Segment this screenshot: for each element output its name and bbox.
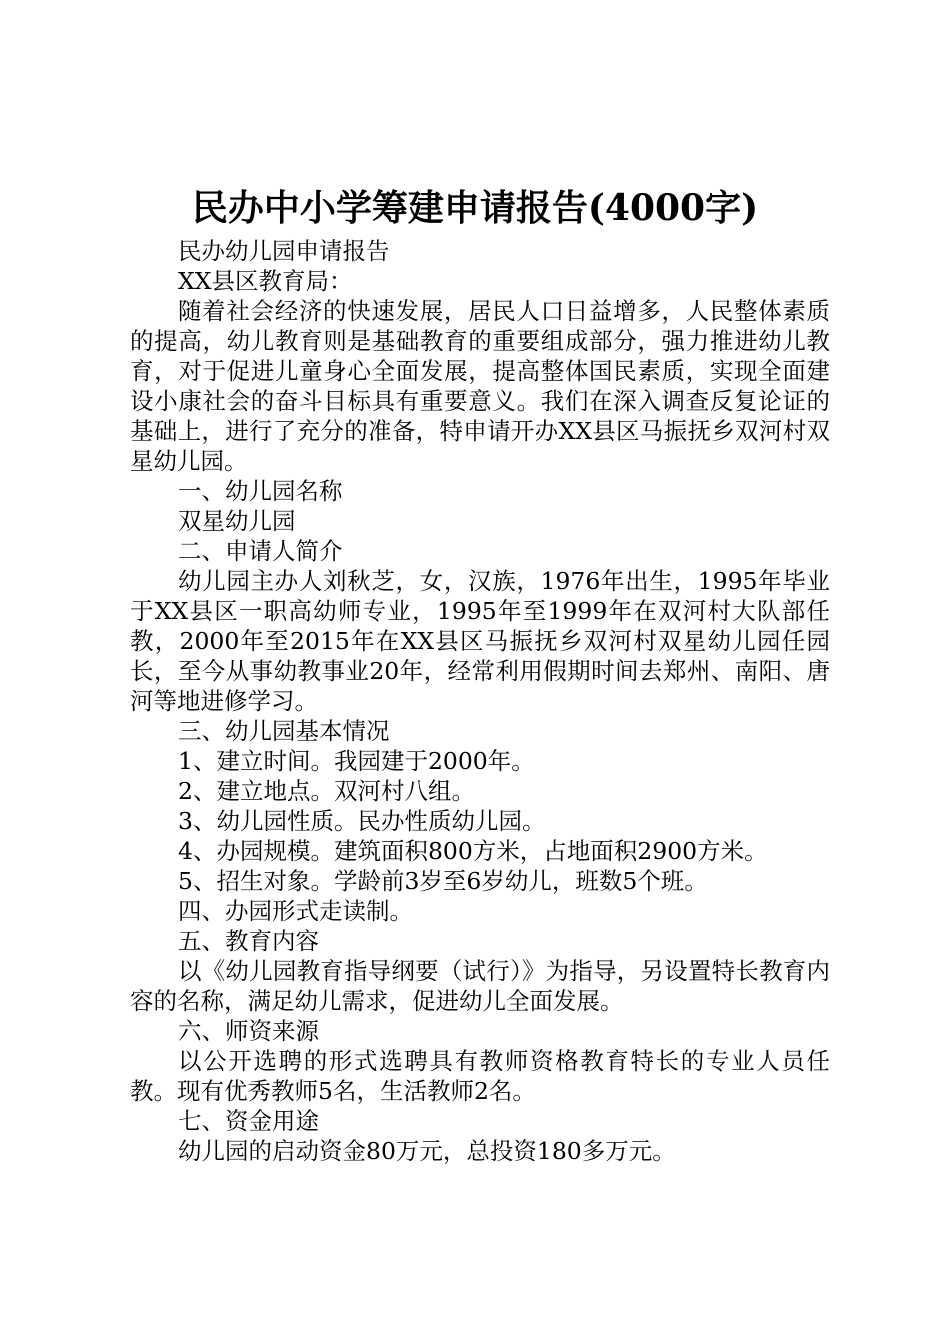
section-heading-teachers: 六、师资来源 [178,1017,319,1045]
list-item: 1、建立时间。我园建于2000年。 [178,747,535,775]
paragraph-content: 以《幼儿园教育指导纲要（试行）》为指导，另设置特长教育内容的名称，满足幼儿需求，促进幼儿全面发展。 [130,957,830,1015]
list-item: 4、办园规模。建筑面积800方米，占地面积2900方米。 [178,837,768,865]
paragraph-teachers: 以公开选聘的形式选聘具有教师资格教育特长的专业人员任教。现有优秀教师5名，生活教师2名。 [130,1047,830,1105]
paragraph-intro: 随着社会经济的快速发展，居民人口日益增多，人民整体素质的提高，幼儿教育则是基础教育的重要组成部分，强力推进幼儿教育，对于促进儿童身心全面发展，提高整体国民素质，实现全面建设小康社会的奋斗目标具有重要意义。我们在深入调查反复论证的基础上，进行了充分的准备，特申请开办XX县区马振抚乡双河村双星幼儿园。 [130,297,830,475]
document-title: 民办中小学筹建申请报告(4000字) [191,187,759,229]
section-heading-applicant: 二、申请人简介 [178,537,343,565]
section-heading-basic-info: 三、幼儿园基本情况 [178,717,390,745]
paragraph-funds: 幼儿园的启动资金80万元，总投资180多万元。 [178,1137,676,1165]
section-heading-form: 四、办园形式走读制。 [178,897,413,925]
paragraph-applicant: 幼儿园主办人刘秋芝，女，汉族，1976年出生，1995年毕业于XX县区一职高幼师专业，1995年至1999年在双河村大队部任教，2000年至2015年在XX县区马振抚乡双河村双星幼儿园任园长，至今从事幼教事业20年，经常利用假期时间去郑州、南阳、唐河等地进修学习。 [130,567,830,715]
section-heading-funds: 七、资金用途 [178,1107,319,1135]
list-item: 5、招生对象。学龄前3岁至6岁幼儿，班数5个班。 [178,867,708,895]
paragraph-addressee: XX县区教育局： [178,267,353,295]
list-item: 3、幼儿园性质。民办性质幼儿园。 [178,807,546,835]
list-item: 2、建立地点。双河村八组。 [178,777,475,805]
paragraph-name: 双星幼儿园 [178,507,296,535]
section-heading-name: 一、幼儿园名称 [178,477,343,505]
section-heading-content: 五、教育内容 [178,927,319,955]
paragraph-subtitle: 民办幼儿园申请报告 [178,237,390,265]
document-body [130,236,830,1166]
